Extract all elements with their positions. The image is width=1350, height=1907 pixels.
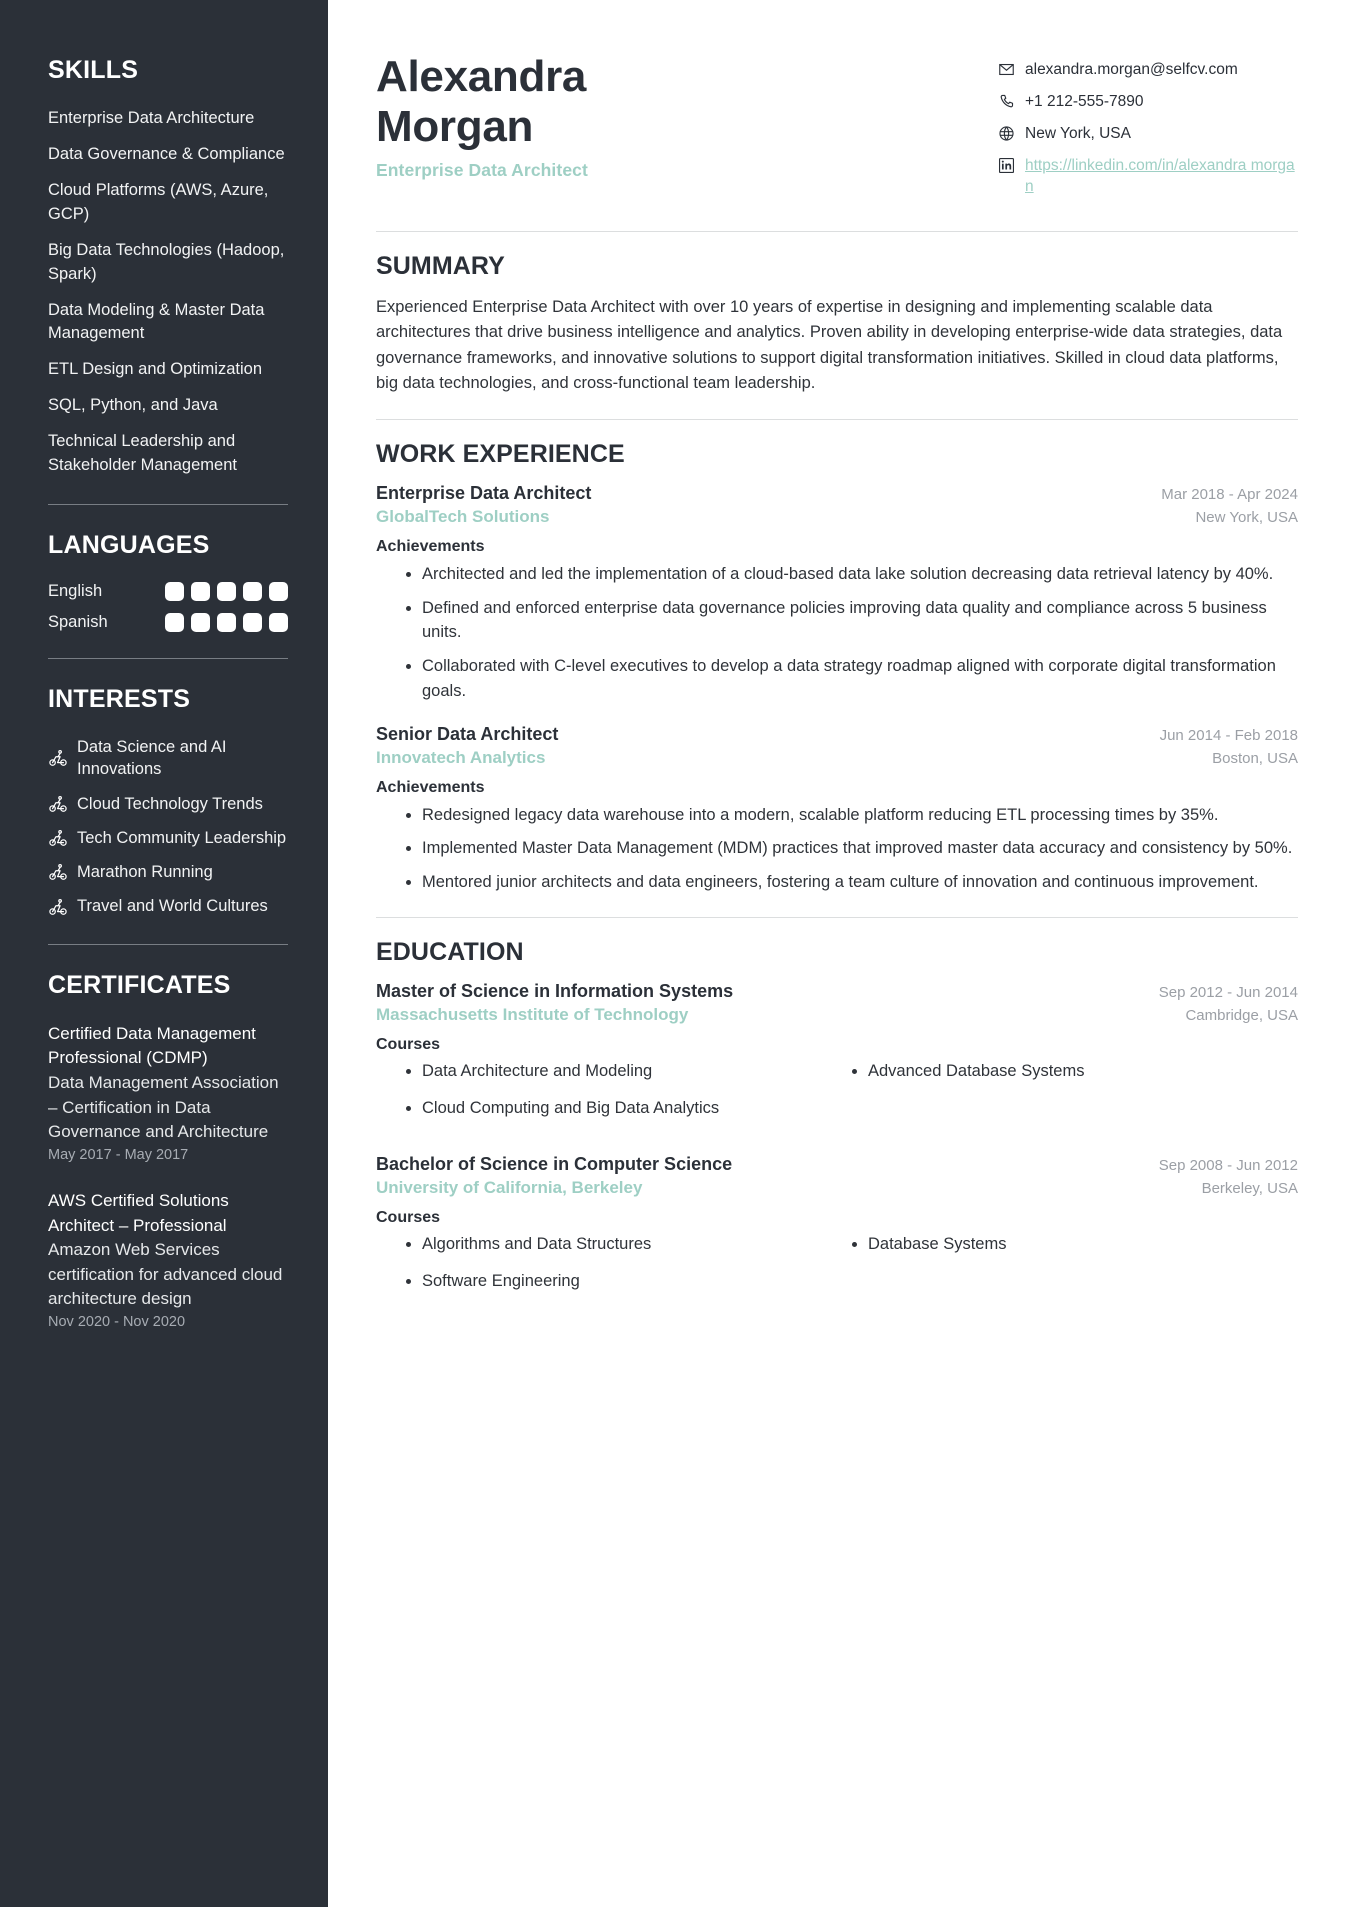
skill-item: Cloud Platforms (AWS, Azure, GCP) [48, 180, 269, 223]
languages-heading: LANGUAGES [48, 531, 210, 560]
skill-item: ETL Design and Optimization [48, 360, 262, 379]
course-item: Algorithms and Data Structures [406, 1233, 852, 1257]
divider [48, 658, 288, 659]
language-name: Spanish [48, 613, 108, 632]
entry-org-row [376, 1005, 1298, 1025]
entry-location: Cambridge, USA [1185, 1006, 1298, 1024]
achievement-item: Defined and enforced enterprise data governance policies improving data quality and compliance across 5 business units. [406, 596, 1298, 646]
interest-item [48, 827, 288, 849]
achievements-list [376, 803, 1298, 895]
divider [48, 944, 288, 945]
certificates-heading: CERTIFICATES [48, 970, 231, 999]
course-item: Software Engineering [406, 1270, 852, 1294]
interest-item [48, 861, 288, 883]
achievement-item: Redesigned legacy data warehouse into a modern, scalable platform reducing ETL processing times by 35%. [406, 803, 1298, 828]
interest-label: Travel and World Cultures [77, 897, 268, 916]
level-dot [269, 613, 288, 632]
job-role: Enterprise Data Architect [376, 160, 588, 181]
entry-title: Bachelor of Science in Computer Science [376, 1153, 733, 1174]
interest-label: Marathon Running [77, 863, 213, 882]
skill-item: Technical Leadership and Stakeholder Management [48, 432, 237, 475]
certificate-item [48, 1022, 288, 1163]
skill-item: Big Data Technologies (Hadoop, Spark) [48, 240, 285, 283]
achievements-list [376, 562, 1298, 704]
first-name: Alexandra [376, 52, 587, 101]
resume-header [376, 52, 1298, 209]
skills-section [48, 56, 288, 478]
contact-list [998, 52, 1298, 209]
contact-text: alexandra.morgan@selfcv.com [1025, 61, 1238, 78]
skills-heading: SKILLS [48, 56, 139, 84]
bicycle-icon [48, 897, 68, 917]
courses-list [376, 1060, 1298, 1134]
achievement-item: Collaborated with C-level executives to develop a data strategy roadmap aligned with corporate digital transformation goals. [406, 654, 1298, 704]
language-row [48, 613, 288, 632]
summary-heading: SUMMARY [376, 251, 505, 280]
name-block [376, 52, 706, 181]
skill-item: Enterprise Data Architecture [48, 109, 255, 127]
skills-list [48, 107, 288, 478]
certificate-title: AWS Certified Solutions Architect – Professional [48, 1190, 229, 1235]
contact-link[interactable]: https://linkedin.com/in/alexandra morgan [1025, 156, 1295, 195]
level-dot [217, 613, 236, 632]
divider [48, 504, 288, 505]
course-item: Advanced Database Systems [852, 1060, 1298, 1084]
entry-org-row [376, 507, 1298, 527]
level-dot [191, 582, 210, 601]
level-dot [243, 582, 262, 601]
certificate-title: Certified Data Management Professional (CDMP) [48, 1023, 256, 1068]
level-dot [217, 582, 236, 601]
course-item: Cloud Computing and Big Data Analytics [406, 1097, 852, 1121]
certificates-list [48, 1022, 288, 1330]
education-entry [376, 1154, 1298, 1307]
interest-label: Data Science and AI Innovations [77, 738, 227, 779]
work-experience-section [376, 440, 1298, 895]
certificate-item [48, 1189, 288, 1330]
bicycle-icon [48, 794, 68, 814]
contact-row[interactable] [998, 156, 1298, 198]
entry-list-label: Courses [376, 1208, 441, 1226]
entry-organization: Massachusetts Institute of Technology [376, 1004, 689, 1024]
languages-list [48, 582, 288, 632]
level-dot [243, 613, 262, 632]
interest-label: Cloud Technology Trends [77, 794, 263, 813]
certificate-date: May 2017 - May 2017 [48, 1146, 189, 1163]
entry-title: Senior Data Architect [376, 723, 559, 744]
summary-section [376, 252, 1298, 397]
envelope-icon [998, 61, 1015, 78]
contact-text: New York, USA [1025, 124, 1131, 142]
skill-item: Data Modeling & Master Data Management [48, 300, 265, 343]
interest-label: Tech Community Leadership [77, 828, 287, 847]
entry-organization: University of California, Berkeley [376, 1177, 643, 1197]
level-dot [165, 582, 184, 601]
certificate-description: Data Management Association – Certification in Data Governance and Architecture [48, 1072, 279, 1142]
entry-org-row [376, 748, 1298, 768]
entry-title-row [376, 483, 1298, 504]
bicycle-icon [48, 748, 68, 768]
entry-title: Master of Science in Information Systems [376, 980, 734, 1001]
work-entry [376, 724, 1298, 895]
certificate-date: Nov 2020 - Nov 2020 [48, 1314, 186, 1331]
full-name [376, 52, 706, 152]
entry-list-label: Courses [376, 1035, 441, 1053]
divider [376, 231, 1298, 232]
entry-title-row [376, 981, 1298, 1002]
level-dot [165, 613, 184, 632]
summary-text: Experienced Enterprise Data Architect with over 10 years of expertise in designing and implementing scalable data architectures that drive business intelligence and analytics. Proven ability in developing enterprise-wide data strategies, data governance frameworks, and innovative solutions to support digital transformation initiatives. Skilled in cloud data platforms, big data technologies, and cross-functional team leadership. [376, 297, 1283, 393]
achievement-item: Architected and led the implementation of a cloud-based data lake solution decreasing data retrieval latency by 40%. [406, 562, 1298, 587]
language-name: English [48, 582, 103, 601]
entry-list-label: Achievements [376, 537, 485, 555]
phone-icon [998, 93, 1015, 110]
contact-text: +1 212-555-7890 [1025, 92, 1144, 110]
certificates-section [48, 971, 288, 1330]
level-dot [191, 613, 210, 632]
contact-row [998, 60, 1298, 81]
entry-list-label: Achievements [376, 778, 485, 796]
contact-row [998, 124, 1298, 145]
divider [376, 917, 1298, 918]
skill-item: SQL, Python, and Java [48, 396, 218, 415]
work-entry [376, 483, 1298, 704]
interest-item [48, 895, 288, 917]
language-row [48, 582, 288, 601]
entry-title-row [376, 724, 1298, 745]
language-level-meter [165, 613, 288, 632]
entry-date: Sep 2012 - Jun 2014 [1158, 983, 1298, 1001]
education-entry [376, 981, 1298, 1134]
entry-location: Boston, USA [1212, 749, 1298, 767]
entry-organization: Innovatech Analytics [376, 747, 546, 767]
education-heading: EDUCATION [376, 937, 524, 966]
interests-section [48, 685, 288, 918]
courses-list [376, 1233, 1298, 1307]
bicycle-icon [48, 862, 68, 882]
entry-title: Enterprise Data Architect [376, 482, 592, 503]
linkedin-icon [998, 157, 1015, 174]
bicycle-icon [48, 828, 68, 848]
interest-item [48, 736, 288, 781]
interests-heading: INTERESTS [48, 685, 191, 714]
level-dot [269, 582, 288, 601]
achievement-item: Implemented Master Data Management (MDM) practices that improved master data accuracy and consistency by 50%. [406, 836, 1298, 861]
certificate-description: Amazon Web Services certification for advanced cloud architecture design [48, 1240, 283, 1309]
entry-location: Berkeley, USA [1201, 1179, 1298, 1197]
work-heading: WORK EXPERIENCE [376, 439, 625, 468]
entry-title-row [376, 1154, 1298, 1175]
achievement-item: Mentored junior architects and data engineers, fostering a team culture of innovation and continuous improvement. [406, 870, 1298, 895]
languages-section [48, 531, 288, 632]
globe-icon [998, 125, 1015, 142]
interests-list [48, 736, 288, 918]
interest-item [48, 793, 288, 815]
entry-date: Sep 2008 - Jun 2012 [1158, 1156, 1298, 1174]
entry-location: New York, USA [1195, 508, 1298, 526]
work-entries [376, 483, 1298, 895]
course-item: Database Systems [852, 1233, 1298, 1257]
sidebar [0, 0, 328, 1907]
main-content [328, 0, 1350, 1907]
entry-date: Mar 2018 - Apr 2024 [1161, 485, 1298, 503]
skill-item: Data Governance & Compliance [48, 144, 285, 163]
last-name: Morgan [376, 102, 534, 152]
education-section [376, 938, 1298, 1307]
entry-date: Jun 2014 - Feb 2018 [1159, 726, 1298, 744]
education-entries [376, 981, 1298, 1307]
entry-org-row [376, 1178, 1298, 1198]
contact-row [998, 92, 1298, 113]
course-item: Data Architecture and Modeling [406, 1060, 852, 1084]
divider [376, 419, 1298, 420]
language-level-meter [165, 582, 288, 601]
entry-organization: GlobalTech Solutions [376, 506, 550, 526]
